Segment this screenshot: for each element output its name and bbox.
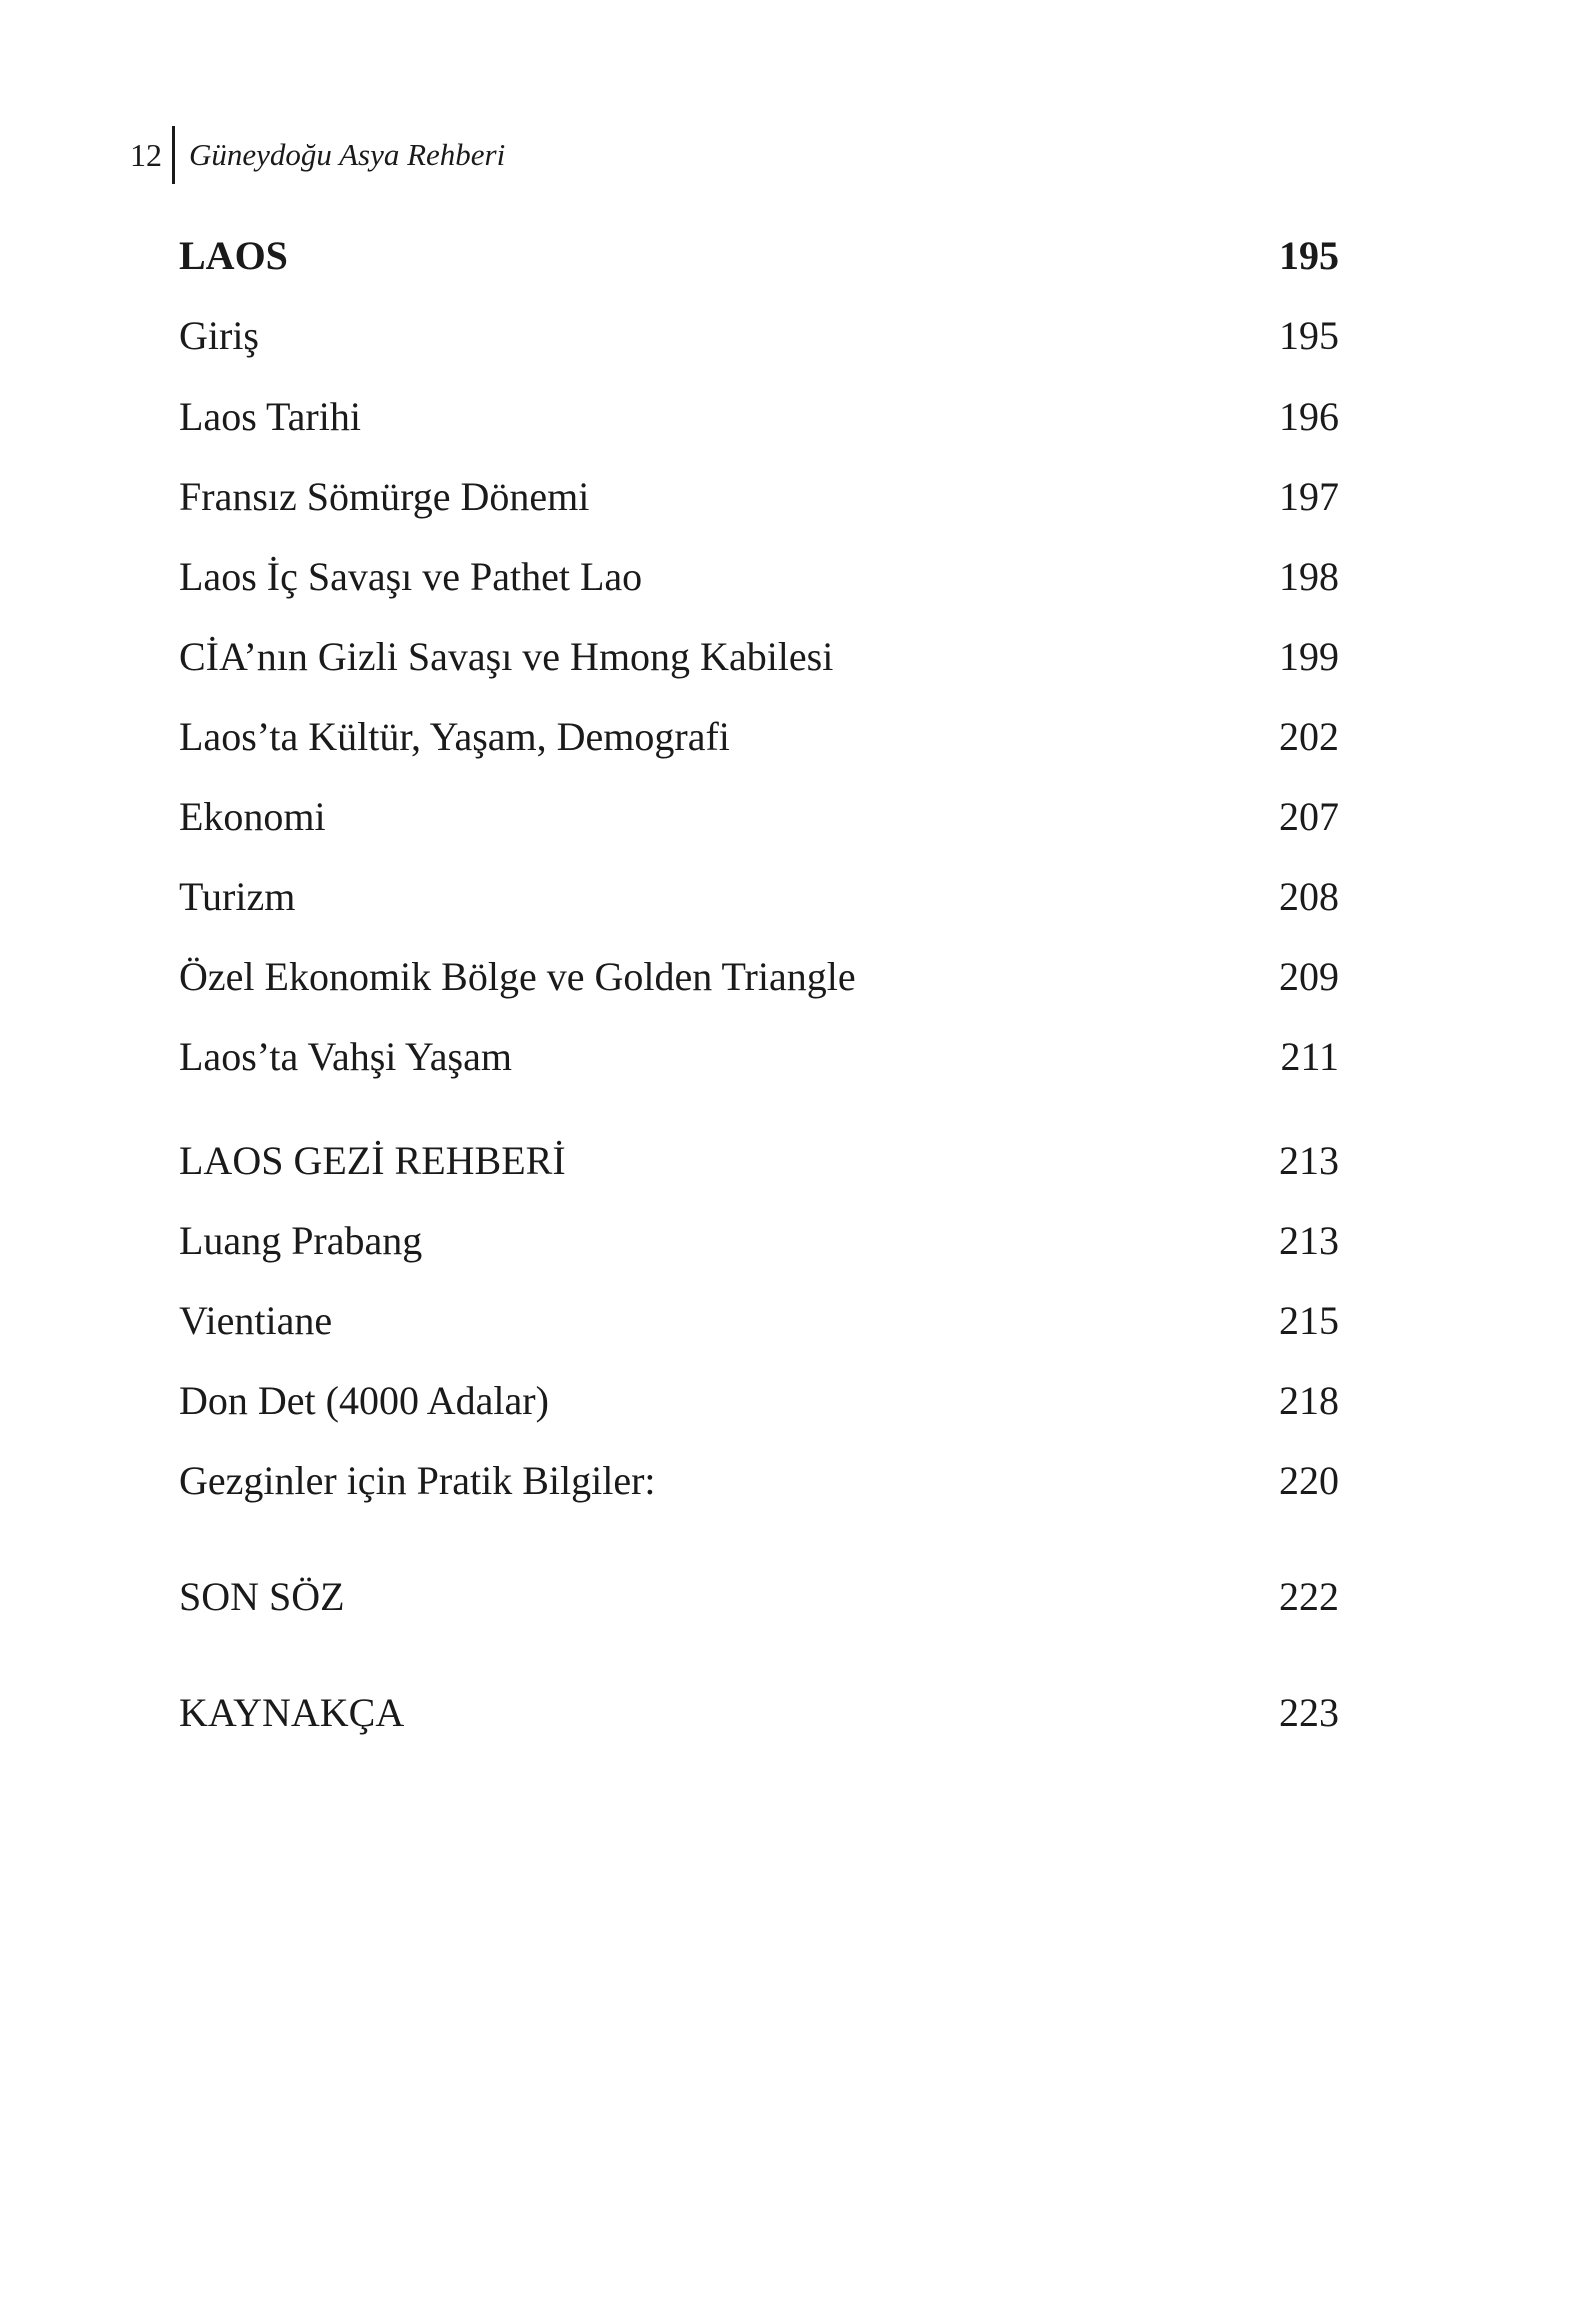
toc-entry-title: Laos İç Savaşı ve Pathet Lao (179, 553, 643, 599)
page-header (130, 128, 505, 182)
toc-entry-gezi-rehberi (179, 1130, 1339, 1190)
toc-entry-page: 209 (1279, 953, 1339, 999)
toc-entry-pratik-bilgiler (179, 1450, 1339, 1510)
toc-entry-page: 223 (1279, 1689, 1339, 1735)
toc-entry-fransiz-somurge (179, 466, 1339, 526)
toc-entry-title: Laos Tarihi (179, 393, 361, 439)
toc-entry-turizm (179, 866, 1339, 926)
toc-entry-vientiane (179, 1290, 1339, 1350)
toc-entry-title: Luang Prabang (179, 1217, 423, 1263)
toc-entry-title: Giriş (179, 312, 259, 358)
toc-entry-page: 218 (1279, 1377, 1339, 1423)
toc-entry-laos (179, 225, 1339, 285)
toc-entry-title: Laos’ta Vahşi Yaşam (179, 1033, 512, 1079)
toc-entry-page: 197 (1279, 473, 1339, 519)
running-title: Güneydoğu Asya Rehberi (189, 137, 506, 172)
toc-entry-title: Ekonomi (179, 793, 326, 839)
toc-entry-page: 207 (1279, 793, 1339, 839)
toc-entry-page: 195 (1279, 232, 1339, 278)
page-number: 12 (130, 136, 162, 173)
toc-entry-ozel-ekonomik (179, 946, 1339, 1006)
toc-entry-son-soz (179, 1566, 1339, 1626)
toc-entry-title: Fransız Sömürge Dönemi (179, 473, 590, 519)
toc-entry-luang-prabang (179, 1210, 1339, 1270)
toc-entry-kultur-yasam (179, 706, 1339, 766)
toc-entry-title: CİA’nın Gizli Savaşı ve Hmong Kabilesi (179, 633, 834, 679)
toc-entry-page: 195 (1279, 312, 1339, 358)
toc-entry-page: 213 (1279, 1137, 1339, 1183)
toc-entry-title: Laos’ta Kültür, Yaşam, Demografi (179, 713, 730, 759)
toc-entry-title: Vientiane (179, 1297, 333, 1343)
toc-entry-vahsi-yasam (179, 1026, 1339, 1086)
toc-entry-page: 199 (1279, 633, 1339, 679)
toc-entry-page: 202 (1279, 713, 1339, 759)
toc-entry-title: KAYNAKÇA (179, 1689, 405, 1735)
toc-entry-title: LAOS GEZİ REHBERİ (179, 1137, 566, 1183)
toc-entry-giris (179, 305, 1339, 365)
toc-entry-page: 208 (1279, 873, 1339, 919)
toc-entry-page: 222 (1279, 1573, 1339, 1619)
toc-entry-page: 196 (1279, 393, 1339, 439)
toc-entry-kaynakca (179, 1682, 1339, 1742)
toc-entry-page: 215 (1279, 1297, 1339, 1343)
toc-entry-title: SON SÖZ (179, 1573, 345, 1619)
toc-entry-title: Turizm (179, 873, 296, 919)
toc-entry-don-det (179, 1370, 1339, 1430)
toc-entry-page: 211 (1280, 1033, 1339, 1079)
toc-entry-page: 213 (1279, 1217, 1339, 1263)
toc-entry-title: Don Det (4000 Adalar) (179, 1377, 549, 1423)
toc-entry-laos-tarihi (179, 386, 1339, 446)
toc-entry-ic-savas (179, 546, 1339, 606)
toc-entry-cia-gizli-savas (179, 626, 1339, 686)
toc-entry-page: 220 (1279, 1457, 1339, 1503)
toc-entry-page: 198 (1279, 553, 1339, 599)
toc-entry-title: Gezginler için Pratik Bilgiler: (179, 1457, 656, 1503)
toc-entry-title: Özel Ekonomik Bölge ve Golden Triangle (179, 953, 856, 999)
toc-entry-title: LAOS (179, 232, 288, 278)
toc-entry-ekonomi (179, 786, 1339, 846)
